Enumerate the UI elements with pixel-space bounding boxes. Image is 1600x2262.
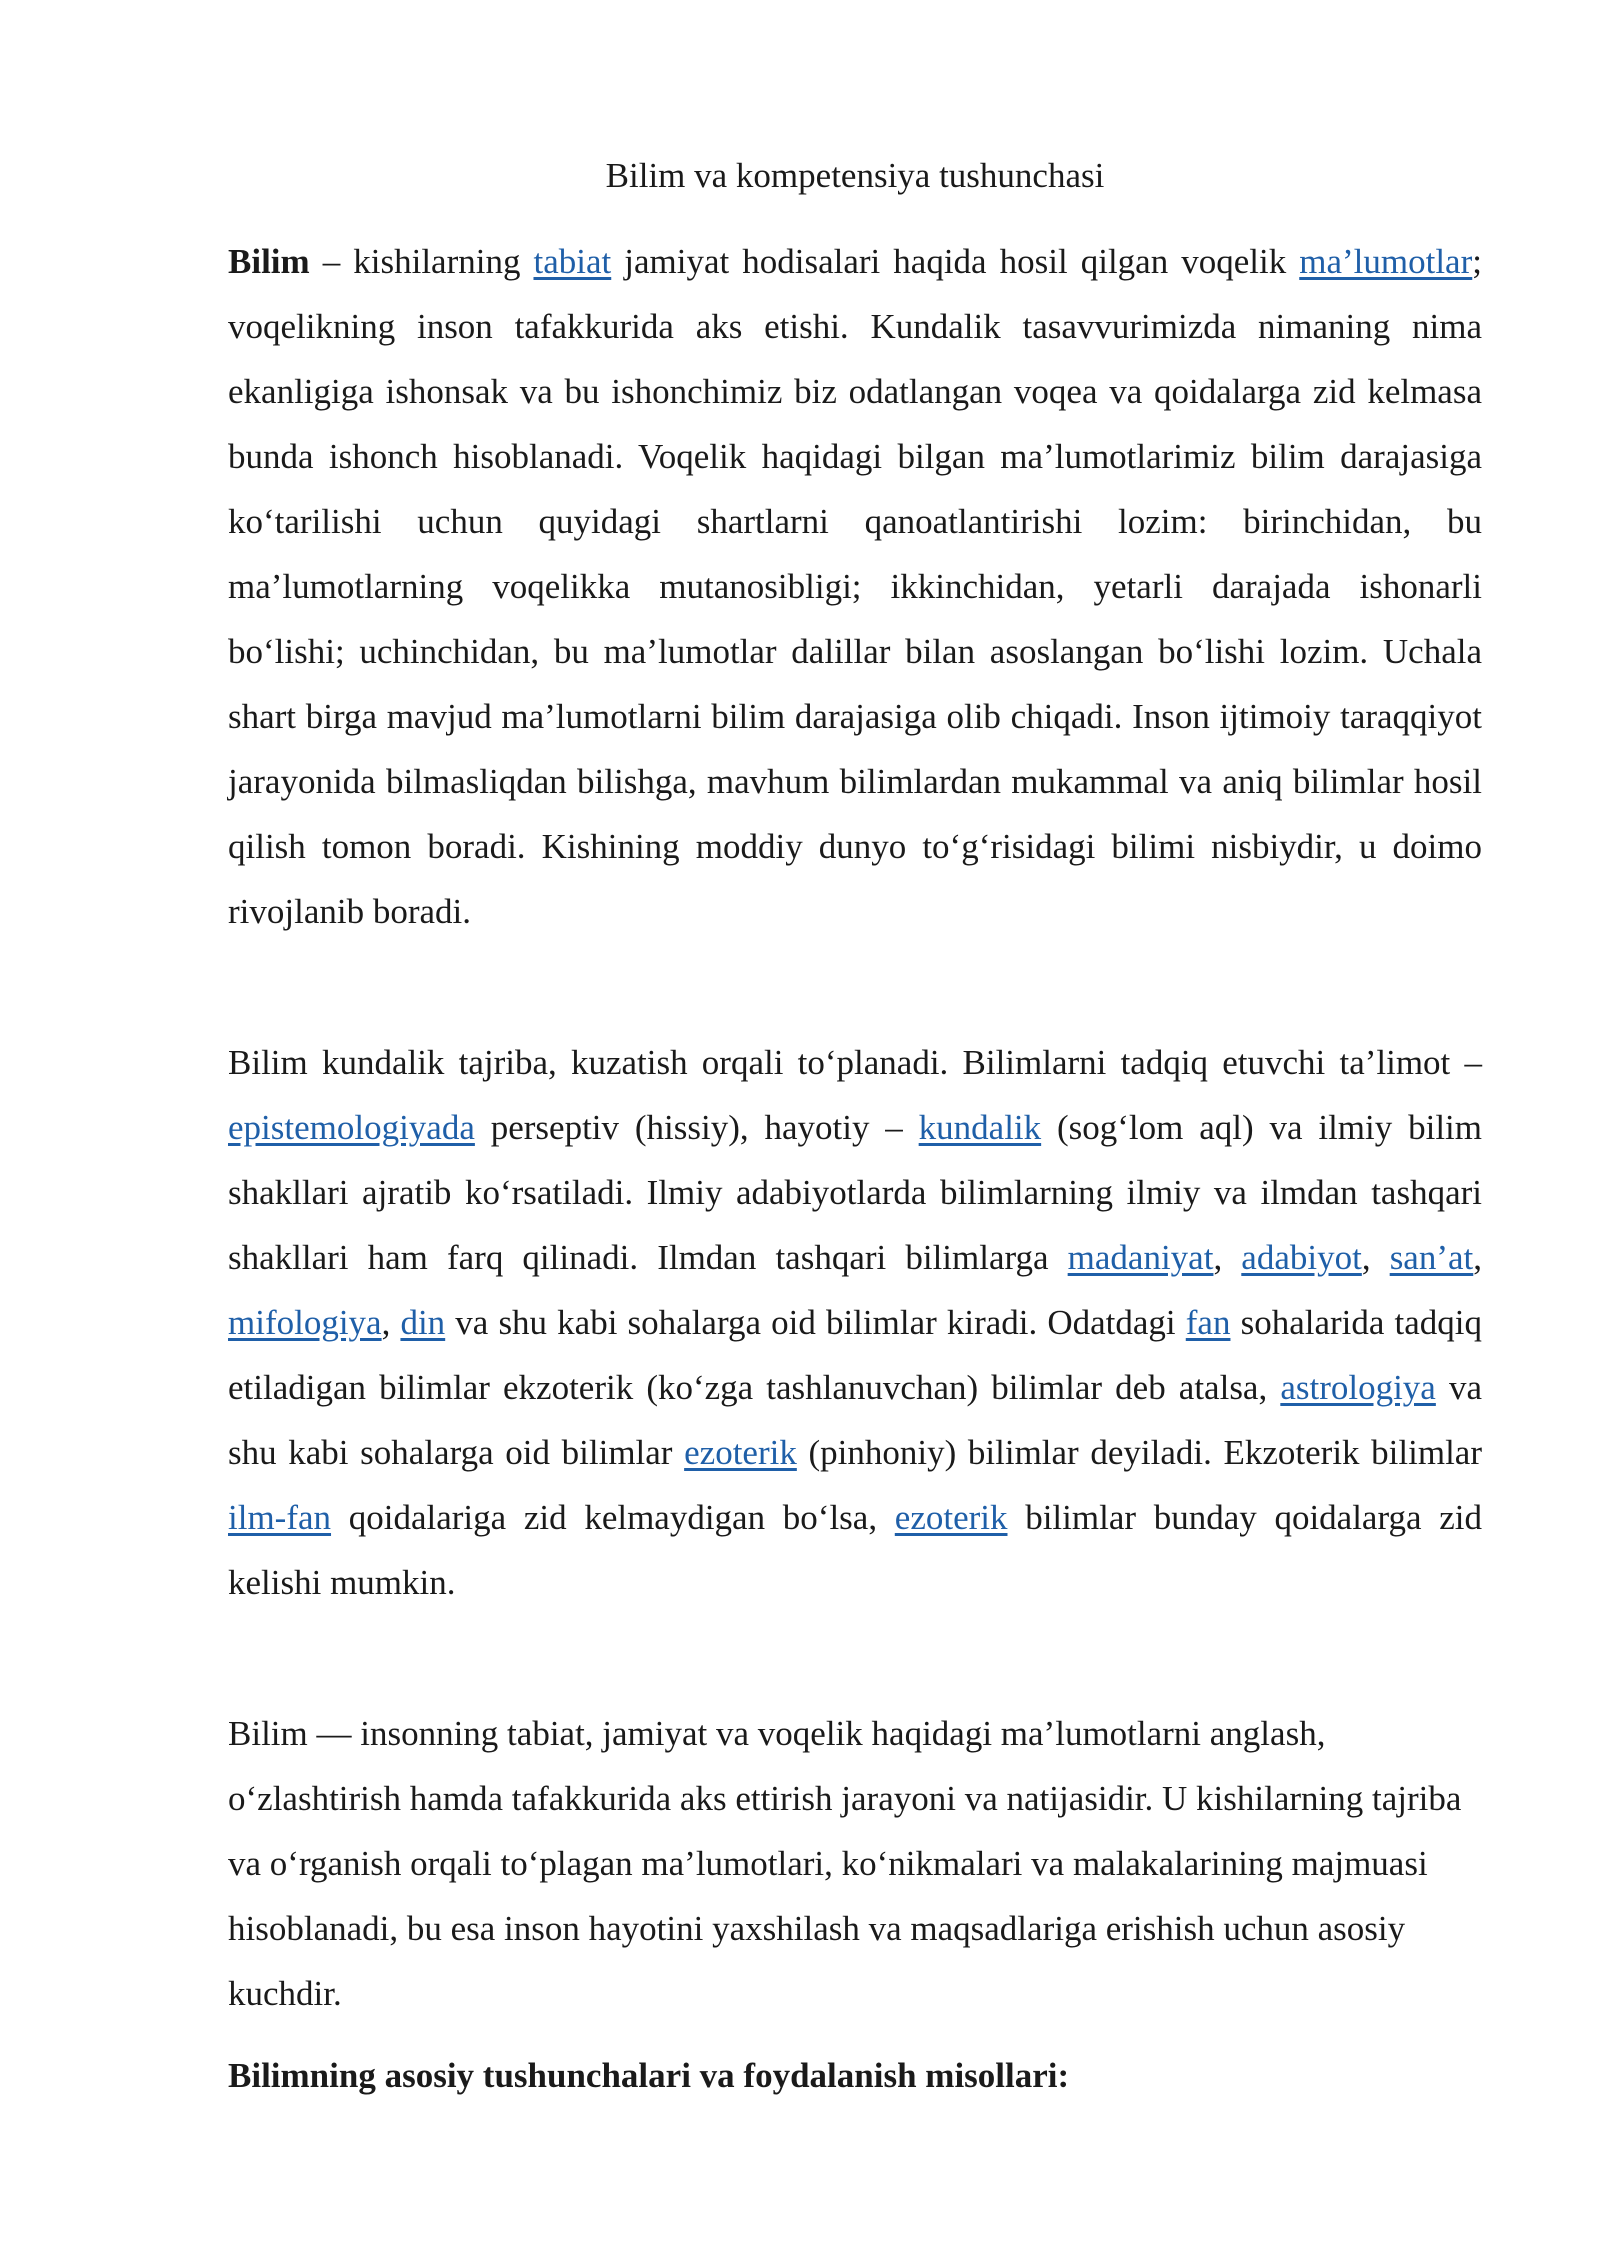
link-epistemologiyada[interactable]: epistemologiyada [228, 1108, 475, 1147]
link-adabiyot[interactable]: adabiyot [1241, 1238, 1362, 1277]
link-mifologiya[interactable]: mifologiya [228, 1303, 382, 1342]
document-title: Bilim va kompetensiya tushunchasi [605, 156, 1105, 195]
link-din[interactable]: din [400, 1303, 446, 1342]
separator: , [381, 1303, 401, 1342]
paragraph-definition [228, 229, 1482, 944]
link-madaniyat[interactable]: madaniyat [1067, 1238, 1214, 1277]
text: bilimlar bunday qoidalarga zid kelishi mumkin. [228, 1498, 1482, 1602]
link-sanat[interactable]: san’at [1389, 1238, 1474, 1277]
link-fan[interactable]: fan [1185, 1303, 1231, 1342]
separator: , [1361, 1238, 1390, 1277]
link-ilm-fan[interactable]: ilm-fan [228, 1498, 332, 1537]
text: va shu kabi sohalarga oid bilimlar [228, 1368, 1482, 1472]
link-malumotlar[interactable]: ma’lumotlar [1299, 242, 1473, 281]
link-tabiat[interactable]: tabiat [533, 242, 612, 281]
text: Bilim kundalik tajriba, kuzatish orqali to‘planadi. Bilimlarni tadqiq etuvchi ta’limot – [228, 1043, 1482, 1082]
text: ; voqelikning inson tafakkurida aks etishi. Kundalik tasavvurimizda nimaning nima ekanligiga ishonsak va bu ishonchimiz biz odatlangan voqea va qoidalarga zid kelmasa bunda ishonch hisoblanadi. Voqelik haqidagi bilgan ma’lumotlarimiz bilim darajasiga ko‘tarilishi uchun quyidagi shartlarni qanoatlantirishi lozim: birinchidan, bu ma’lumotlarning voqelikka mutanosibligi; ikkinchidan, yetarli darajada ishonarli bo‘lishi; uchinchidan, bu ma’lumotlar dalillar bilan asoslangan bo‘lishi lozim. Uchala shart birga mavjud ma’lumotlarni bilim darajasiga olib chiqadi. Inson ijtimoiy taraqqiyot jarayonida bilmasliqdan bilishga, mavhum bilimlardan mukammal va aniq bilimlar hosil qilish tomon boradi. Kishining moddiy dunyo to‘g‘risidagi bilimi nisbiydir, u doimo rivojlanib boradi. [228, 242, 1482, 931]
term-bilim: Bilim [228, 242, 310, 281]
paragraph-forms-of-knowledge [228, 1030, 1482, 1615]
link-ezoterik[interactable]: ezoterik [894, 1498, 1008, 1537]
link-kundalik[interactable]: kundalik [918, 1108, 1042, 1147]
link-ezoterik[interactable]: ezoterik [684, 1433, 797, 1472]
separator: , [1213, 1238, 1242, 1277]
text: – kishilarning [309, 242, 534, 281]
link-astrologiya[interactable]: astrologiya [1280, 1368, 1436, 1407]
text: (sog‘lom aql) va ilmiy bilim shakllari ajratib ko‘rsatiladi. Ilmiy adabiyotlarda bilimlarning ilmiy va ilmdan tashqari shakllari ham farq qilinadi. Ilmdan tashqari bilimlarga [228, 1108, 1482, 1277]
text: qoidalariga zid kelmaydigan bo‘lsa, [331, 1498, 895, 1537]
text: va shu kabi sohalarga oid bilimlar kiradi. Odatdagi [445, 1303, 1186, 1342]
separator: , [1473, 1238, 1483, 1277]
text: sohalarida tadqiq etiladigan bilimlar ekzoterik (ko‘zga tashlanuvchan) bilimlar deb atalsa, [228, 1303, 1482, 1407]
text: perseptiv (hissiy), hayotiy – [474, 1108, 919, 1147]
text: jamiyat hodisalari haqida hosil qilgan voqelik [611, 242, 1300, 281]
paragraph-summary: Bilim — insonning tabiat, jamiyat va voqelik haqidagi ma’lumotlarni anglash, o‘zlashtirish hamda tafakkurida aks ettirish jarayoni va natijasidir. U kishilarning tajriba va o‘rganish orqali to‘plagan ma’lumotlari, ko‘nikmalari va malakalarining majmuasi hisoblanadi, bu esa inson hayotini yaxshilash va maqsadlariga erishish uchun asosiy kuchdir. [228, 1714, 1462, 2013]
section-heading: Bilimning asosiy tushunchalari va foydalanish misollari: [228, 2056, 1070, 2095]
text: (pinhoniy) bilimlar deyiladi. Ekzoterik bilimlar [796, 1433, 1482, 1472]
